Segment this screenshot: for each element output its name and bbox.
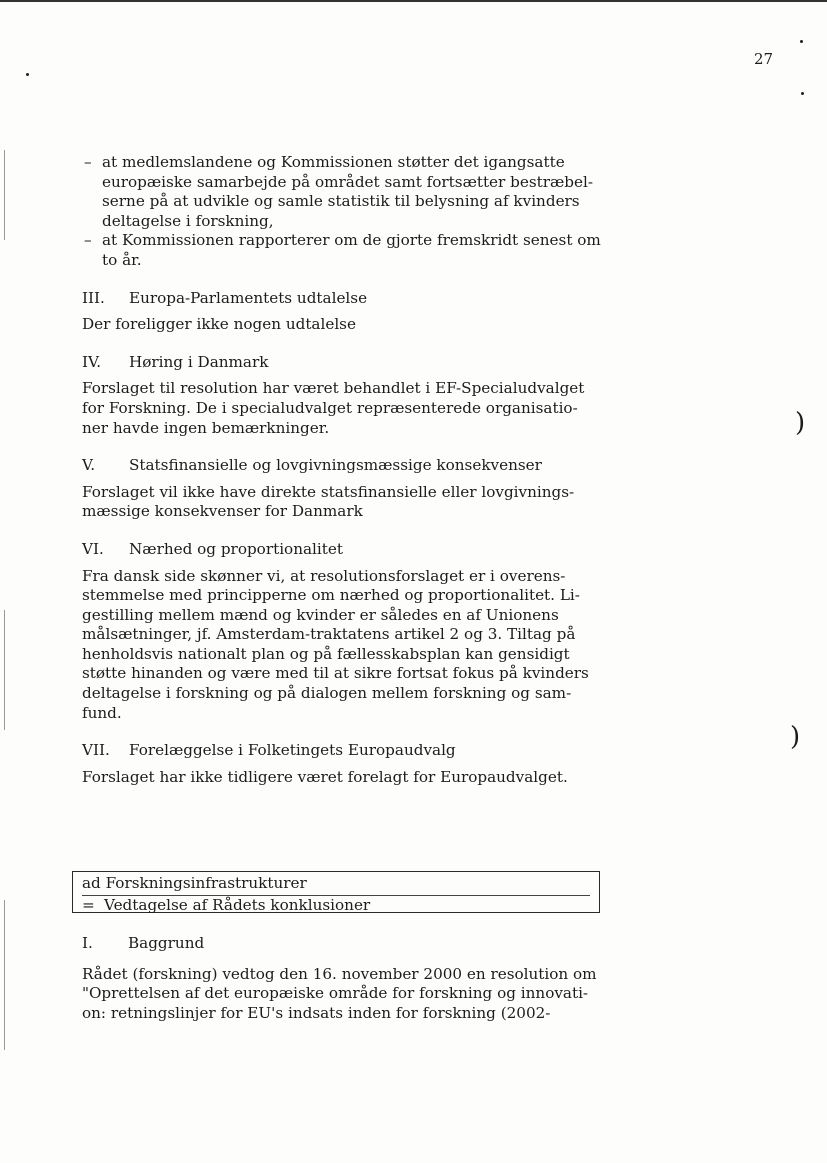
right-parenthesis-icon: ) [790, 722, 801, 752]
scan-speck [801, 92, 804, 95]
section-number: IV. [82, 352, 102, 371]
section-title: Nærhed og proportionalitet [129, 539, 343, 558]
section-number: VI. [82, 539, 104, 558]
right-parenthesis-icon: ) [795, 408, 806, 438]
section-number: V. [82, 456, 96, 475]
section-title: Statsfinansielle og lovgivningsmæssige konsekvenser [129, 456, 542, 475]
scan-speck [800, 40, 803, 43]
section-title: Europa-Parlamentets udtalelse [129, 288, 368, 307]
section-heading [82, 353, 602, 373]
left-edge-shadow [4, 150, 5, 240]
background-section [82, 934, 602, 1023]
agenda-item-subtitle-text: Vedtagelse af Rådets konklusioner [104, 895, 371, 914]
section-number: III. [82, 288, 105, 307]
scan-speck [26, 73, 29, 76]
document-body [82, 153, 602, 787]
section-heading [82, 456, 602, 476]
bullet-dash: – [84, 231, 92, 250]
section-title: Baggrund [128, 934, 205, 952]
left-edge-shadow [4, 900, 5, 1050]
equals-sign: = [82, 895, 95, 914]
bullet-item [82, 153, 602, 231]
page-number: 27 [754, 50, 774, 68]
section-number: I. [82, 934, 93, 952]
section-heading [82, 741, 602, 761]
section-number: VII. [82, 741, 110, 760]
section-text: Forslaget har ikke tidligere været forelagt for Europaudvalget. [82, 767, 568, 786]
section-title: Forelæggelse i Folketingets Europaudvalg [129, 741, 456, 760]
agenda-item-title: ad Forskningsinfrastrukturer [82, 874, 307, 892]
bullet-item [82, 231, 602, 270]
section-text: Fra dansk side skønner vi, at resolutionsforslaget er i overens-stemmelse med principperne om nærhed og proportionalitet. Li-gestilling mellem mænd og kvinder er således en af Unionens målsætninger, jf. Amsterdam-traktatens artikel 2 og 3. Tiltag på henholdsvis nationalt plan og på fællesskabsplan kan gensidigt støtte hinanden og være med til at sikre fortsat fokus på kvinders deltagelse i forskning og på dialogen mellem forskning og sam-fund. [82, 566, 589, 722]
section-text: Der foreligger ikke nogen udtalelse [82, 315, 356, 334]
section-title: Høring i Danmark [129, 352, 269, 371]
section-heading [82, 934, 602, 954]
section-text: Rådet (forskning) vedtog den 16. november 2000 en resolution om "Oprettelsen af det europæiske område for forskning og innovati-on: retningslinjer for EU's indsats inden for forskning (2002- [82, 964, 597, 1022]
bullet-text: at Kommissionen rapporterer om de gjorte fremskridt senest om to år. [102, 231, 601, 269]
section-heading [82, 289, 602, 309]
section-text: Forslaget til resolution har været behandlet i EF-Specialudvalget for Forskning. De i specialudvalget repræsenterede organisatio-ner havde ingen bemærkninger. [82, 379, 585, 437]
section-text: Forslaget vil ikke have direkte statsfinansielle eller lovgivnings-mæssige konsekvenser for Danmark [82, 482, 575, 521]
left-edge-shadow [4, 610, 5, 730]
top-rule [0, 0, 827, 2]
agenda-item-box [72, 871, 600, 913]
bullet-dash: – [84, 153, 92, 171]
section-heading [82, 540, 602, 560]
bullet-text: at medlemslandene og Kommissionen støtter det igangsatte europæiske samarbejde på området samt fortsætter bestræbel-serne på at udvikle og samle statistik til belysning af kvinders deltagelse i forskning, [102, 153, 593, 230]
agenda-item-subtitle [82, 895, 590, 916]
